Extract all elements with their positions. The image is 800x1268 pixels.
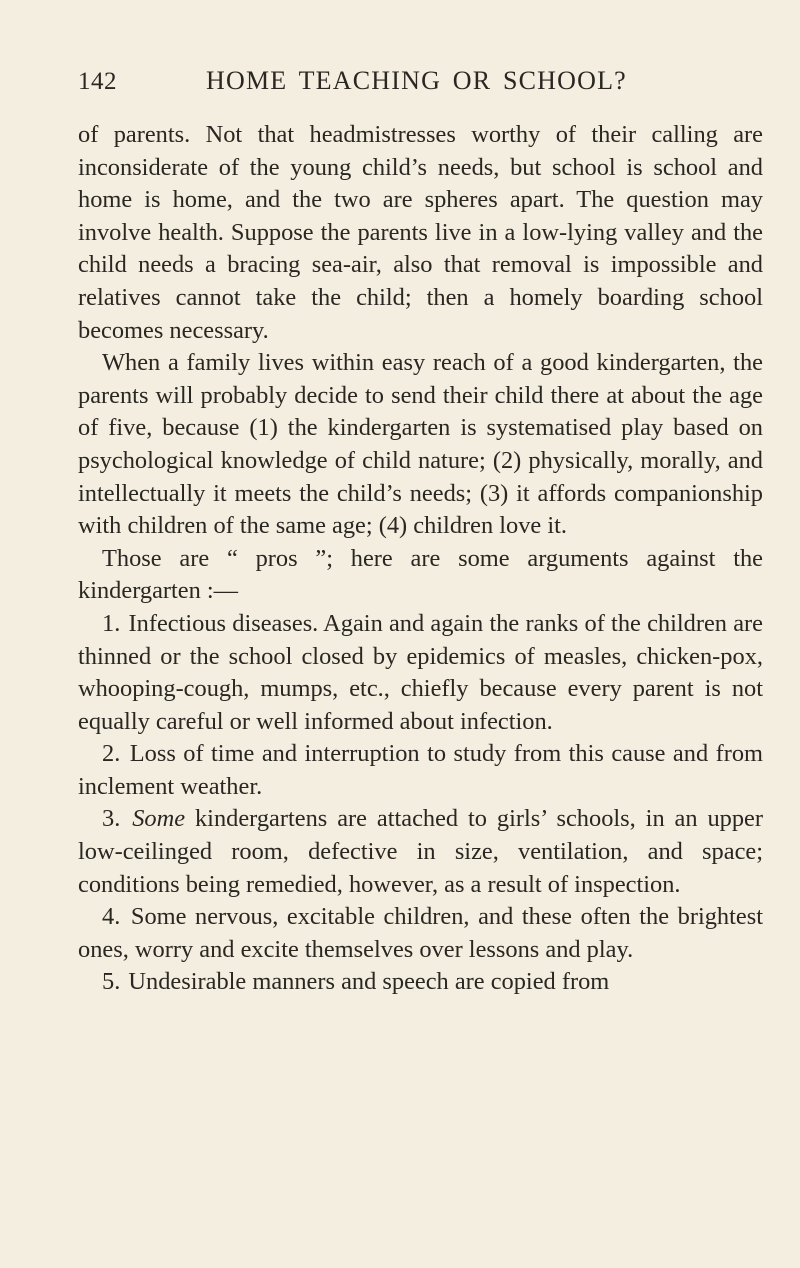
list-number: 2. bbox=[102, 740, 121, 768]
list-item-3 bbox=[78, 803, 763, 901]
list-item-1 bbox=[78, 608, 763, 738]
list-item-text: Infectious diseases. Again and again the ranks of the children are thinned or the school closed by epidemics of measles, chicken-pox, whooping-cough, mumps, etc., chiefly because every parent is not equally careful or well informed about infection. bbox=[78, 609, 763, 735]
list-number: 5. bbox=[102, 968, 121, 996]
list-item-text: Loss of time and interruption to study from this cause and from inclement weather. bbox=[78, 740, 763, 800]
list-item-text: Some nervous, excitable children, and these often the brightest ones, worry and excite themselves over lessons and play. bbox=[78, 903, 763, 963]
paragraph-continuation: of parents. Not that headmistresses worthy of their calling are inconsiderate of the young child’s needs, but school is school and home is home, and the two are spheres apart. The question may involve health. Suppose the parents live in a low-lying valley and the child needs a bracing sea-air, also that removal is impossible and relatives cannot take the child; then a homely boarding school becomes necessary. bbox=[78, 121, 763, 344]
body-text bbox=[78, 119, 763, 999]
list-number: 4. bbox=[102, 903, 121, 931]
page-header bbox=[78, 66, 763, 106]
list-number: 1. bbox=[102, 609, 121, 637]
running-title: HOME TEACHING OR SCHOOL? bbox=[206, 66, 627, 95]
paragraph-arguments-intro: Those are “ pros ”; here are some arguments against the kindergarten :— bbox=[78, 544, 763, 605]
paragraph-kindergarten-pros: When a family lives within easy reach of a good kindergarten, the parents will probably decide to send their child there at about the age of five, because (1) the kindergarten is systematised play based on psychological knowledge of child nature; (2) physically, morally, and intellectually it meets the child’s needs; (3) it affords companionship with children of the same age; (4) children love it. bbox=[78, 349, 763, 540]
book-page bbox=[78, 66, 763, 999]
emphasis-text: Some bbox=[132, 805, 186, 833]
list-item-2 bbox=[78, 738, 763, 803]
list-item-5 bbox=[78, 966, 763, 999]
list-number: 3. bbox=[102, 805, 121, 833]
page-number: 142 bbox=[78, 68, 117, 95]
list-item-4 bbox=[78, 901, 763, 966]
list-item-text: kindergartens are attached to girls’ schools, in an upper low-ceilinged room, defective in size, ventilation, and space; conditions being remedied, however, as a result of inspection. bbox=[78, 805, 764, 898]
list-item-text: Undesirable manners and speech are copied from bbox=[128, 968, 610, 996]
